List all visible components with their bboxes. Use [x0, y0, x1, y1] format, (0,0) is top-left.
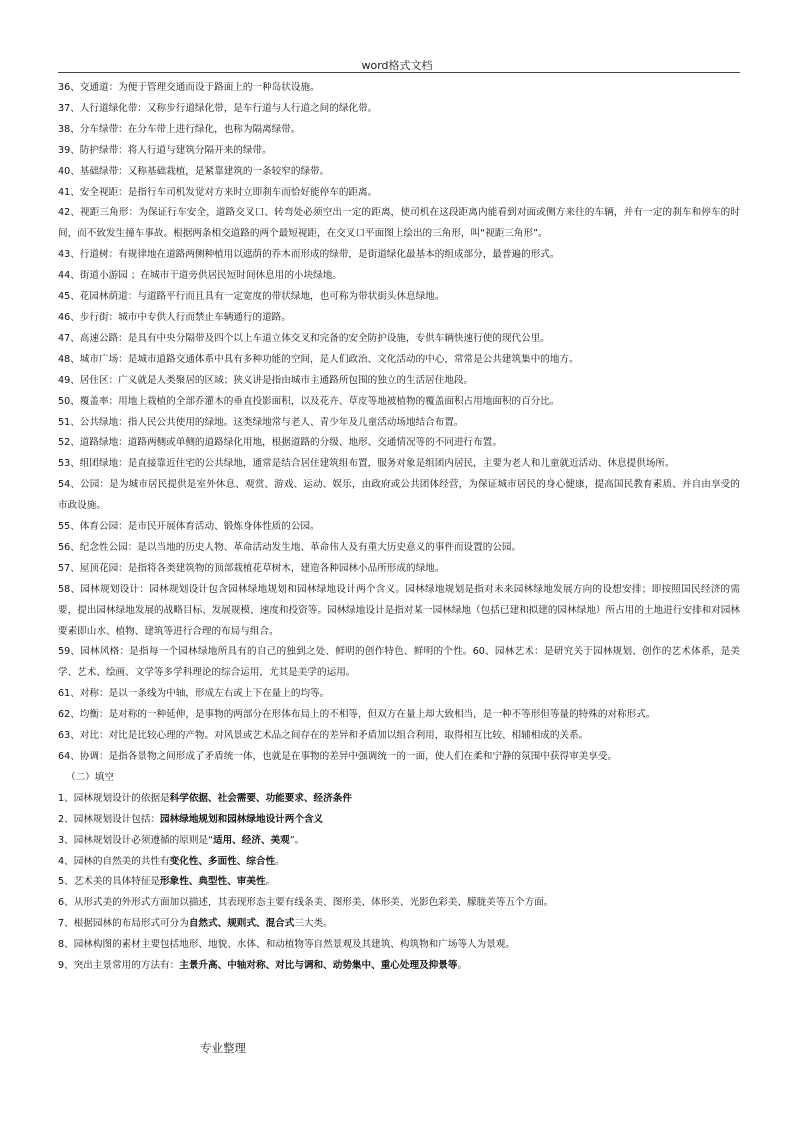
fill-blank-item: [58, 872, 740, 893]
fill-blank-item: [58, 893, 740, 914]
definition-item: 59、园林风格：是指每一个园林绿地所具有的自己的独到之处、鲜明的创作特色、鲜明的个性。60、园林艺术：是研究关于园林规划、创作的艺术体系，是美学、艺术、绘画、文学等多学科理论的综合运用，尤其是美学的运用。: [58, 646, 740, 679]
fill-blank-list: [58, 789, 740, 977]
definition-item: 54、公园：是为城市居民提供是室外休息、观赏、游戏、运动、娱乐，由政府或公共团体经营，为保证城市居民的身心健康，提高国民教育素质、并自由享受的市政设施。: [58, 479, 740, 512]
fill-blank-item: [58, 789, 740, 810]
definition-item: 39、防护绿带：将人行道与建筑分隔开来的绿带。: [58, 144, 272, 156]
definition-item: 44、街道小游园 ；在城市干道旁供居民短时间休息用的小块绿地。: [58, 270, 342, 282]
definition-item: 64、协调：是指各景物之间形成了矛盾统一体，也就是在事物的差异中强调统一的一面，使人们在柔和宁静的氛围中获得审美享受。: [58, 751, 618, 762]
fill-blank-question: 3、园林规划设计必须遵循的原则是“: [58, 834, 213, 846]
definition-item: 41、安全视距：是指行车司机发觉对方来时立即刹车而恰好能停车的距离。: [58, 186, 378, 198]
definition-item: 63、对比：对比是比较心理的产物。对风景或艺术品之间存在的差异和矛盾加以组合利用，取得相互比较、相辅相成的关系。: [58, 730, 589, 742]
page-header: word格式文档: [361, 59, 433, 72]
fill-blank-answer: 园林绿地规划和园林绿地设计两个含义: [160, 813, 324, 825]
fill-blank-question: 8、园林构图的素材主要包括地形、地貌、水体、和动植物等自然景观及其建筑、构筑物和广场等人为景观。: [58, 939, 516, 951]
definition-item: 48、城市广场：是城市道路交通体系中具有多种功能的空间，是人们政治、文化活动的中心，常常是公共建筑集中的地方。: [58, 353, 579, 365]
definition-item: 42、视距三角形：为保证行车安全，道路交叉口、转弯处必须空出一定的距离，使司机在这段距离内能看到对面或侧方来往的车辆，并有一定的刹车和停车的时间，而不致发生撞车事故。根据两条相交道路的两个最短视距，在交叉口平面图上绘出的三角形，叫“视距三角形”。: [58, 207, 740, 240]
fill-blank-suffix: 。: [275, 855, 285, 867]
definition-item: 38、分车绿带：在分车带上进行绿化，也称为隔离绿带。: [58, 123, 301, 135]
fill-blank-question: 4、园林的自然美的共性有: [58, 855, 170, 867]
fill-blank-answer: 变化性、多面性、综合性: [169, 855, 276, 867]
definition-item: 57、屋顶花园：是指将各类建筑物的顶部栽植花草树木，建造各种园林小品所形成的绿地。: [58, 562, 445, 574]
fill-blank-answer: 自然式、规则式、混合式: [188, 918, 295, 930]
fill-blank-answer: 形象性、典型性、审美性: [160, 876, 266, 888]
definitions-list: [58, 78, 740, 768]
fill-blank-answer: 科学依据、社会需要、功能要求、经济条件: [169, 792, 352, 804]
fill-blank-item: [58, 935, 740, 956]
fill-blank-item: [58, 852, 740, 873]
fill-blank-question: 6、从形式美的外形式方面加以描述，其表现形态主要有线条美、图形美、体形美、光影色彩美、: [58, 897, 468, 909]
fill-blank-suffix: 。: [457, 960, 468, 972]
header-rule: [58, 72, 740, 73]
definition-item: 53、组团绿地：是直接靠近住宅的公共绿地，通常是结合居住建筑组布置，服务对象是组团内居民，主要为老人和儿童就近活动、休息提供场所。: [58, 458, 675, 470]
fill-blank-item: [58, 914, 740, 935]
definition-item: 40、基础绿带：又称基础栽植，是紧靠建筑的一条较窄的绿带。: [58, 165, 330, 177]
definition-item: 51、公共绿地：指人民公共使用的绿地。这类绿地常与老人、青少年及儿童活动场地结合布置。: [58, 416, 464, 428]
fill-blank-question: 5、艺术美的具体特征是: [58, 876, 161, 888]
definition-item: 62、均衡：是对称的一种延伸，是事物的两部分在形体布局上的不相等，但双方在量上却大致相当，是一种不等形但等量的特殊的对称形式。: [58, 709, 656, 721]
definition-item: 46、步行街：城市中专供人行而禁止车辆通行的道路。: [58, 311, 291, 323]
fill-blank-item: [58, 810, 740, 831]
definition-item: 43、行道树：有规律地在道路两侧种植用以遮荫的乔木而形成的绿带，是街道绿化最基本的组成部分，最普遍的形式。: [58, 249, 560, 261]
definition-item: 52、道路绿地：道路两侧或单侧的道路绿化用地，根据道路的分级、地形、交通情况等的不同进行布置。: [58, 437, 502, 449]
definition-item: 36、交通道：为便于管理交通而设于路面上的一种岛状设施。: [58, 82, 320, 93]
fill-blank-suffix: 朦胧美等五个方面。: [467, 897, 554, 909]
fill-blank-item: [58, 831, 740, 852]
fill-blank-suffix: 三大类。: [294, 918, 333, 930]
definition-item: 45、花园林荫道：与道路平行而且具有一定宽度的带状绿地，也可称为带状街头休息绿地。: [58, 291, 445, 303]
definition-item: 61、对称：是以一条线为中轴，形成左右或上下在量上的均等。: [58, 688, 330, 700]
definition-item: 58、园林规划设计：园林规划设计包含园林绿地规划和园林绿地设计两个含义。园林绿地规划是指对未来园林绿地发展方向的设想安排；即按照国民经济的需要，提出园林绿地发展的战略目标、发展规模、速度和投资等。园林绿地设计是指对某一园林绿地（包括已建和拟建的园林绿地）所占用的土地进行安排和对园林要素即山水、植物、建筑等进行合理的布局与组合。: [58, 583, 740, 637]
definition-item: 50、覆盖率：用地上栽植的全部乔灌木的垂直投影面积，以及花卉、草皮等地被植物的覆盖面积占用地面积的百分比。: [58, 395, 560, 407]
fill-blank-suffix: ”。: [289, 834, 305, 846]
section-title: （二）填空: [66, 771, 114, 783]
fill-blank-question: 1、园林规划设计的依据是: [58, 792, 170, 804]
fill-blank-question: 2、园林规划设计包括：: [58, 813, 161, 825]
definition-item: 49、居住区：广义就是人类聚居的区域；狭义讲是指由城市主通路所包围的独立的生活居住地段。: [58, 374, 474, 386]
definition-item: 47、高速公路：是具有中央分隔带及四个以上车道立体交叉和完备的安全防护设施，专供车辆快速行使的现代公里。: [58, 332, 550, 344]
document-body: [58, 78, 740, 977]
fill-blank-question: 7、根据园林的布局形式可分为: [58, 918, 189, 930]
fill-blank-answer: 主景升高、中轴对称、对比与调和、动势集中、重心处理及抑景等: [179, 960, 458, 972]
definition-item: 56、纪念性公园：是以当地的历史人物、革命活动发生地、革命伟人及有重大历史意义的事件而设置的公园。: [58, 541, 522, 553]
fill-blank-item: [58, 956, 740, 977]
fill-blank-question: 9、突出主景常用的方法有：: [58, 960, 180, 972]
definition-item: 55、体育公园：是市民开展体育活动、锻炼身体性质的公园。: [58, 521, 320, 533]
fill-blank-answer: 适用、经济、美观: [212, 834, 290, 846]
fill-blank-suffix: 。: [265, 876, 276, 888]
definition-item: 37、人行道绿化带：又称步行道绿化带，是车行道与人行道之间的绿化带。: [58, 102, 378, 114]
page-footer: 专业整理: [200, 1041, 246, 1055]
